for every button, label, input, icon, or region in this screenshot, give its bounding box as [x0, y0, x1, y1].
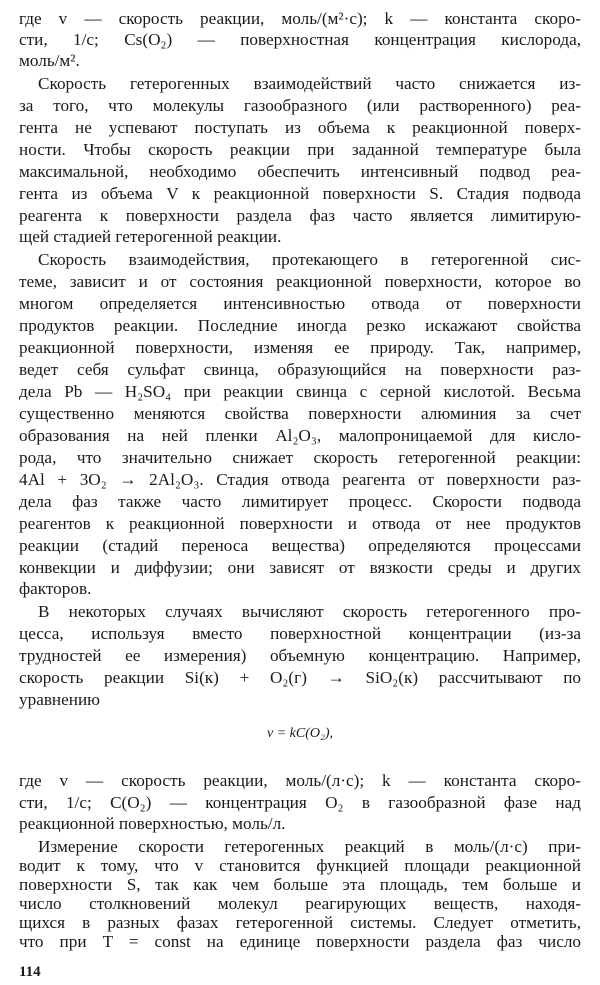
text-line: реакции (стадий переноса вещества) определяются процессами — [19, 536, 581, 555]
text-line: продуктов реакции. Последние иногда резко искажают свойства — [19, 316, 581, 335]
text-line: водит к тому, что v становится функцией площади реакционной — [19, 856, 581, 875]
text-line: поверхности S, так как чем больше эта площадь, тем больше и — [19, 875, 581, 894]
text-line: сти, 1/с; C(O₂) — концентрация O₂ в газообразной фазе над — [19, 793, 581, 812]
text-line: гента из объема V к реакционной поверхности S. Стадия подвода — [19, 184, 581, 203]
text-line: многом определяется интенсивностью отвода от поверхности — [19, 294, 581, 313]
text-line: образования на ней пленки Al₂O₃, малопроницаемой для кисло- — [19, 426, 581, 445]
text-line: сти, 1/с; Cs(O₂) — поверхностная концентрация кислорода, — [19, 30, 581, 49]
text-line: где v — скорость реакции, моль/(м²·с); k — константа скоро- — [19, 9, 581, 28]
text-line: реакционной поверхности, изменяя ее природу. Так, например, — [19, 338, 581, 357]
text-line: дела Pb — H₂SO₄ при реакции свинца с серной кислотой. Весьма — [19, 382, 581, 401]
text-line: максимальной, необходимо обеспечить интенсивный подвод реа- — [19, 162, 581, 181]
text-line: существенно меняются свойства поверхности алюминия за счет — [19, 404, 581, 423]
text-line: ведет себя сульфат свинца, образующийся на поверхности раз- — [19, 360, 581, 379]
equation: v = kC(O₂), — [266, 726, 333, 741]
page-number: 114 — [19, 964, 41, 980]
text-line: за того, что молекулы газообразного (или растворенного) реа- — [19, 96, 581, 115]
text-line: цесса, используя вместо поверхностной концентрации (из-за — [19, 624, 581, 643]
text-line: гента не успевают поступать из объема к реакционной поверх- — [19, 118, 581, 137]
text-line: щихся в разных фазах гетерогенной системы. Следует отметить, — [19, 913, 581, 932]
text-line: число столкновений молекул реагирующих веществ, находя- — [19, 894, 581, 913]
text-line: реагентов к реакционной поверхности и отвода от нее продуктов — [19, 514, 581, 533]
text-line: конвекции и диффузии; они зависят от вязкости среды и других — [19, 558, 581, 577]
text-line: скорость реакции Si(к) + O₂(г) → SiO₂(к) рассчитывают по — [19, 668, 581, 687]
text-line: дела фаз также часто лимитирует процесс. Скорости подвода — [19, 492, 581, 511]
text-line: рода, что значительно снижает скорость гетерогенной реакции: — [19, 448, 581, 467]
text-line: реакционной поверхностью, моль/л. — [19, 814, 286, 833]
text-line: моль/м². — [19, 51, 80, 70]
text-line: 4Al + 3O₂ → 2Al₂O₃. Стадия отвода реагента от поверхности раз- — [19, 470, 581, 489]
text-line: В некоторых случаях вычисляют скорость гетерогенного про- — [38, 602, 581, 621]
text-line: реагента к поверхности раздела фаз часто является лимитирую- — [19, 206, 581, 225]
text-line: ности. Чтобы скорость реакции при заданной температуре была — [19, 140, 581, 159]
text-line: Скорость гетерогенных взаимодействий часто снижается из- — [38, 74, 581, 93]
text-line: факторов. — [19, 579, 92, 598]
text-line: щей стадией гетерогенной реакции. — [19, 227, 282, 246]
text-line: Измерение скорости гетерогенных реакций в моль/(л·с) при- — [38, 837, 581, 856]
text-line: уравнению — [19, 690, 100, 709]
text-line: Скорость взаимодействия, протекающего в гетерогенной сис- — [38, 250, 581, 269]
text-line: теме, зависит и от состояния реакционной поверхности, которое во — [19, 272, 581, 291]
text-line: что при T = const на единице поверхности раздела фаз число — [19, 932, 581, 951]
text-line: трудностей ее измерения) объемную концентрацию. Например, — [19, 646, 581, 665]
text-line: где v — скорость реакции, моль/(л·с); k — константа скоро- — [19, 771, 581, 790]
